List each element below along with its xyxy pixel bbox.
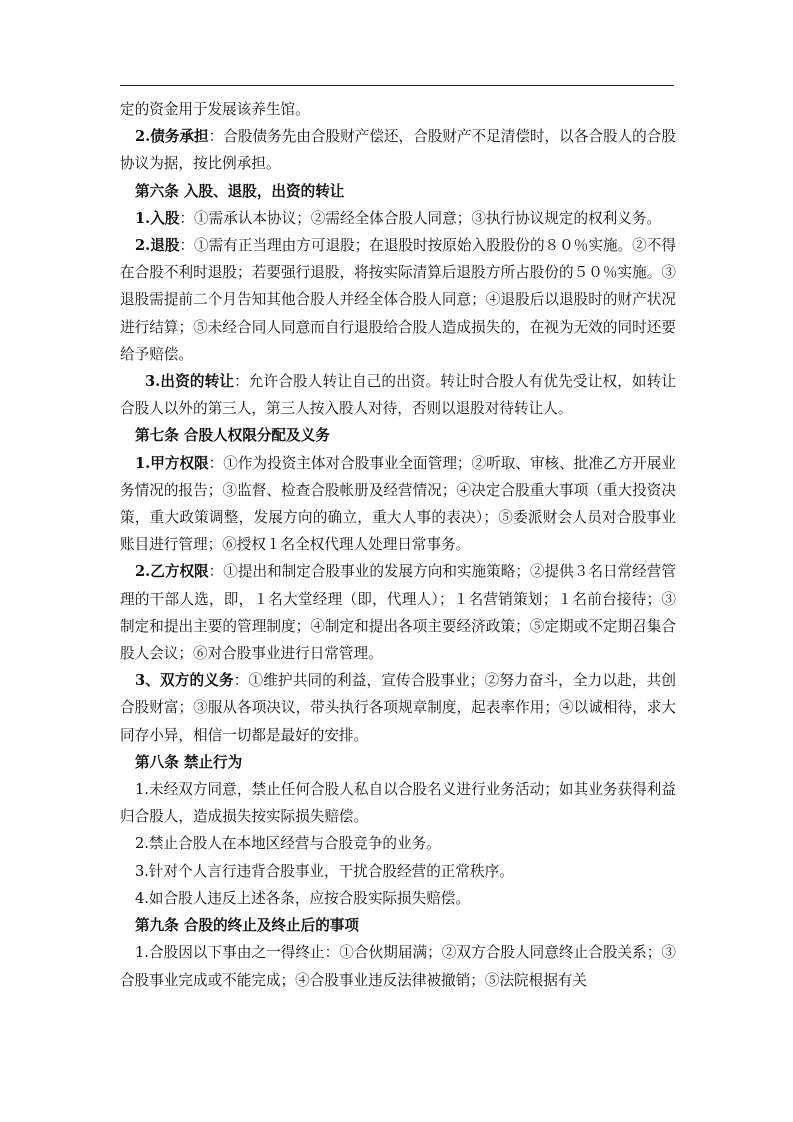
clause-lead: 1.入股	[135, 209, 180, 227]
header-rule	[120, 85, 674, 86]
clause-lead: 2.退股	[135, 237, 180, 255]
paragraph-continuation: 定的资金用于发展该养生馆。	[120, 101, 310, 118]
list-item: 2.禁止合股人在本地区经营与合股竞争的业务。	[135, 835, 441, 853]
clause-party-b-powers	[120, 558, 676, 667]
article-6-heading: 第六条 入股、退股，出资的转让	[135, 182, 345, 200]
clause-transfer	[120, 368, 676, 422]
clause-text: ：①需承认本协议；②需经全体合股人同意；③执行协议规定的权利义务。	[179, 209, 662, 227]
clause-mutual-obligations	[120, 667, 676, 749]
list-item: 1.未经双方同意，禁止任何合股人私自以合股名义进行业务活动；如其业务获得利益归合股人，造成损失按实际损失赔偿。	[120, 781, 676, 826]
clause-text: ：合股债务先由合股财产偿还，合股财产不足清偿时，以各合股人的合股协议为据，按比例承担。	[120, 128, 676, 173]
list-item: 4.如合股人违反上述各条，应按合股实际损失赔偿。	[135, 889, 470, 907]
clause-party-a-powers	[120, 450, 676, 559]
clause-lead: 3、双方的义务	[135, 672, 234, 690]
article-8-heading: 第八条 禁止行为	[135, 753, 243, 771]
clause-text: ：①维护共同的利益，宣传合股事业；②努力奋斗，全力以赴，共创合股财富；③服从各项决议，带头执行各项规章制度，起表率作用；④以诚相待，求大同存小异，相信一切都是最好的安排。	[120, 672, 676, 744]
document-body	[120, 96, 676, 994]
clause-text: ：①作为投资主体对合股事业全面管理；②听取、审核、批准乙方开展业务情况的报告；③监督、检查合股帐册及经营情况；④决定合股重大事项（重大投资决策，重大政策调整，发展方向的确立，重大人事的表决）；⑤委派财会人员对合股事业账目进行管理；⑥授权１名全权代理人处理日常事务。	[120, 454, 676, 554]
clause-text: ：①需有正当理由方可退股；在退股时按原始入股股份的８０％实施。②不得在合股不利时退股；若要强行退股，将按实际清算后退股方所占股份的５０％实施。③退股需提前二个月告知其他合股人并经全体合股人同意；④退股后以退股时的财产状况进行结算；⑤未经合同人同意而自行退股给合股人造成损失的，在视为无效的同时还要给予赔偿。	[120, 237, 676, 363]
clause-text: ：①提出和制定合股事业的发展方向和实施策略；②提供３名日常经营管理的干部人选，即，１名大堂经理（即，代理人）；１名营销策划；１名前台接待；③制定和提出主要的管理制度；④制定和提出各项主要经济政策；⑤定期或不定期召集合股人会议；⑥对合股事业进行日常管理。	[120, 563, 676, 663]
clause-lead: 3.出资的转让	[145, 373, 235, 391]
list-item: 3.针对个人言行违背合股事业，干扰合股经营的正常秩序。	[135, 862, 514, 880]
clause-withdraw	[120, 232, 676, 368]
article-7-heading: 第七条 合股人权限分配及义务	[135, 427, 330, 445]
clause-lead: 2.债务承担	[135, 128, 209, 146]
article-9-heading: 第九条 合股的终止及终止后的事项	[135, 917, 359, 935]
clause-lead: 1.甲方权限	[135, 454, 209, 472]
clause-join	[120, 205, 676, 232]
clause-debt-liability	[120, 123, 676, 177]
clause-lead: 2.乙方权限	[135, 563, 209, 581]
clause-text: ：允许合股人转让自己的出资。转让时合股人有优先受让权，如转让合股人以外的第三人，第三人按入股人对待，否则以退股对待转让人。	[120, 373, 676, 418]
list-item: 1.合股因以下事由之一得终止：①合伙期届满；②双方合股人同意终止合股关系；③合股事业完成或不能完成；④合股事业违反法律被撤销；⑤法院根据有关	[120, 944, 676, 989]
